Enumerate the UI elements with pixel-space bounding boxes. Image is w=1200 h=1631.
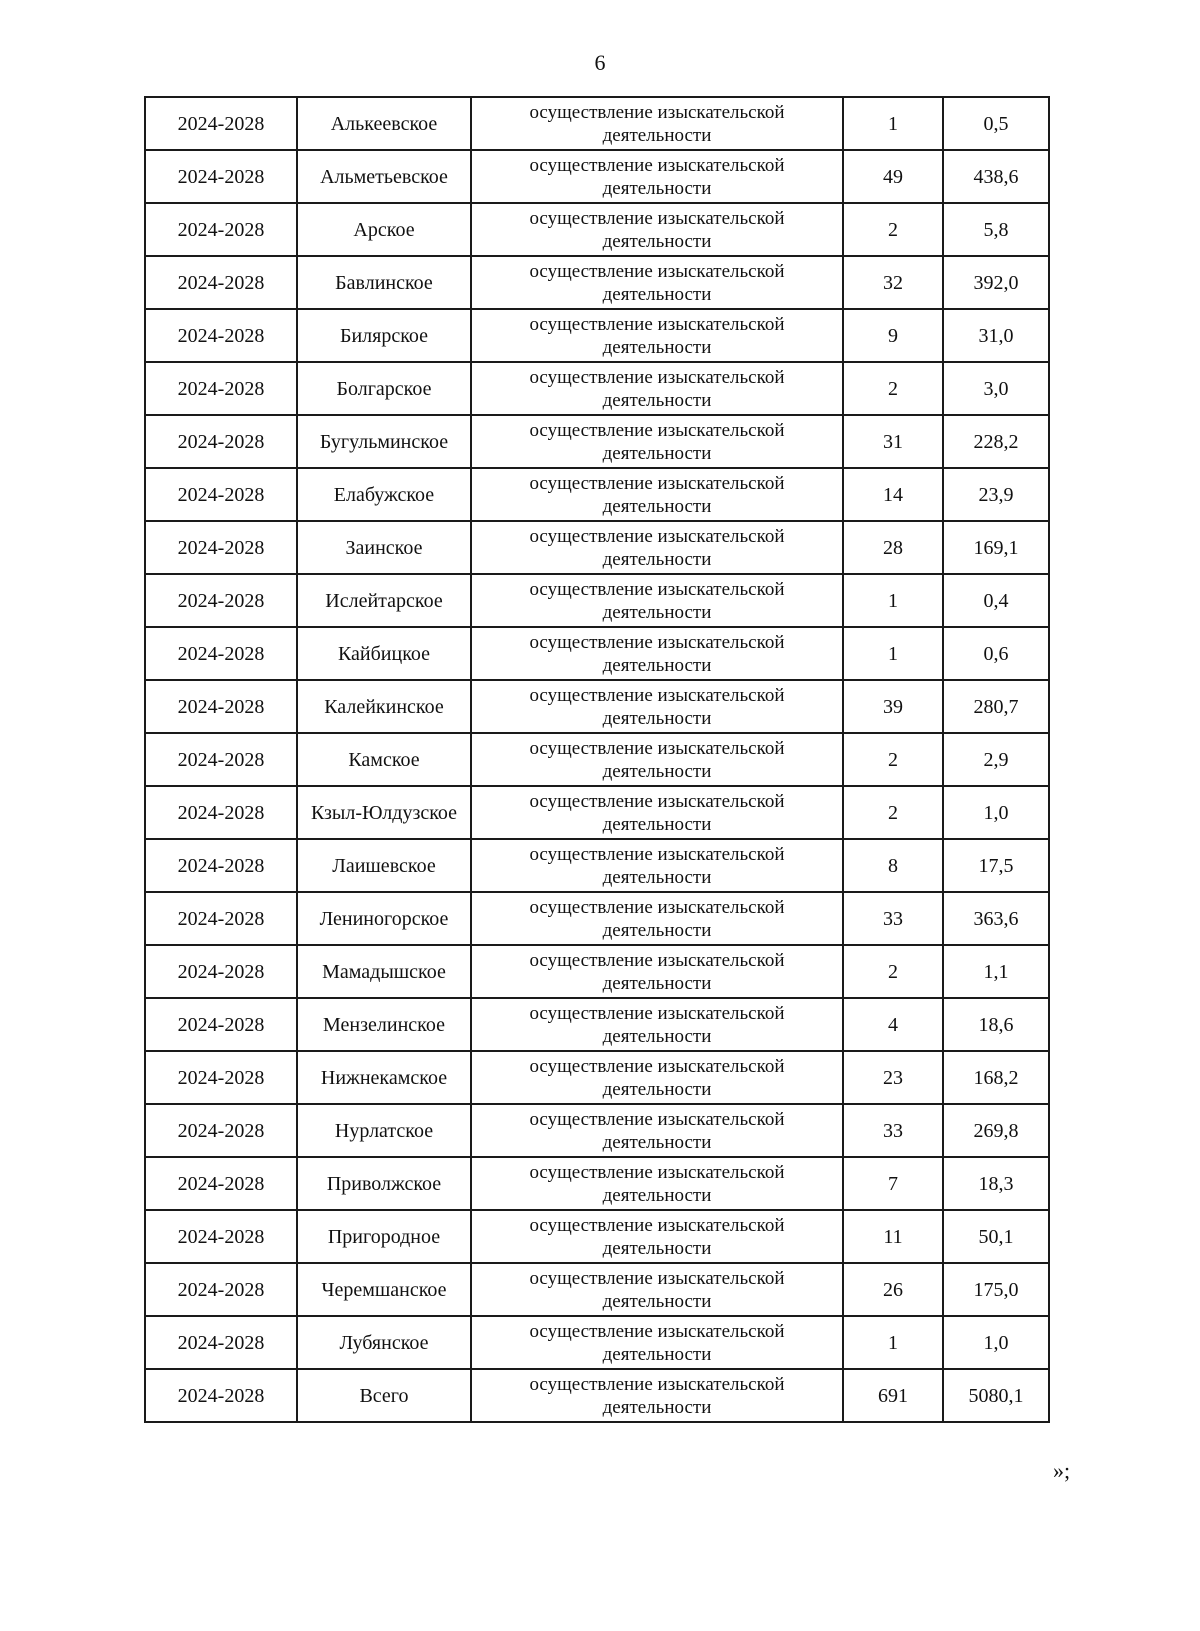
value-cell: 168,2 [943,1051,1049,1104]
table-row [145,1157,1049,1210]
period-cell: 2024-2028 [145,1157,297,1210]
table-row [145,574,1049,627]
name-cell: Елабужское [297,468,471,521]
activity-cell: осуществление изыскательской деятельности [471,892,843,945]
count-cell: 1 [843,627,943,680]
period-cell: 2024-2028 [145,468,297,521]
period-cell: 2024-2028 [145,786,297,839]
count-cell: 2 [843,786,943,839]
name-cell: Алькеевское [297,97,471,150]
value-cell: 175,0 [943,1263,1049,1316]
name-cell: Бугульминское [297,415,471,468]
value-cell: 2,9 [943,733,1049,786]
period-cell: 2024-2028 [145,362,297,415]
value-cell: 438,6 [943,150,1049,203]
table-row [145,892,1049,945]
count-cell: 33 [843,892,943,945]
count-cell: 4 [843,998,943,1051]
table-row [145,521,1049,574]
value-cell: 0,4 [943,574,1049,627]
period-cell: 2024-2028 [145,998,297,1051]
count-cell: 1 [843,1316,943,1369]
count-cell: 1 [843,97,943,150]
table-row [145,786,1049,839]
value-cell: 363,6 [943,892,1049,945]
table-row [145,415,1049,468]
period-cell: 2024-2028 [145,1263,297,1316]
period-cell: 2024-2028 [145,256,297,309]
activity-cell: осуществление изыскательской деятельности [471,1051,843,1104]
period-cell: 2024-2028 [145,839,297,892]
activity-cell: осуществление изыскательской деятельности [471,256,843,309]
value-cell: 18,3 [943,1157,1049,1210]
count-cell: 2 [843,203,943,256]
period-cell: 2024-2028 [145,945,297,998]
value-cell: 23,9 [943,468,1049,521]
page-number: 6 [594,50,606,75]
table-row [145,1104,1049,1157]
count-cell: 49 [843,150,943,203]
table-row [145,1051,1049,1104]
activity-cell: осуществление изыскательской деятельности [471,1316,843,1369]
period-cell: 2024-2028 [145,892,297,945]
data-table [144,96,1050,1423]
value-cell: 1,0 [943,1316,1049,1369]
value-cell: 18,6 [943,998,1049,1051]
activity-cell: осуществление изыскательской деятельности [471,1210,843,1263]
table-row [145,150,1049,203]
period-cell: 2024-2028 [145,680,297,733]
table-row [145,468,1049,521]
count-cell: 8 [843,839,943,892]
name-cell: Всего [297,1369,471,1422]
table-row [145,998,1049,1051]
name-cell: Мамадышское [297,945,471,998]
value-cell: 0,6 [943,627,1049,680]
table-row [145,680,1049,733]
name-cell: Болгарское [297,362,471,415]
activity-cell: осуществление изыскательской деятельности [471,97,843,150]
period-cell: 2024-2028 [145,1210,297,1263]
table-row [145,1263,1049,1316]
count-cell: 14 [843,468,943,521]
period-cell: 2024-2028 [145,1369,297,1422]
name-cell: Приволжское [297,1157,471,1210]
activity-cell: осуществление изыскательской деятельности [471,1104,843,1157]
period-cell: 2024-2028 [145,415,297,468]
period-cell: 2024-2028 [145,309,297,362]
table-row [145,1316,1049,1369]
period-cell: 2024-2028 [145,1316,297,1369]
count-cell: 691 [843,1369,943,1422]
value-cell: 392,0 [943,256,1049,309]
activity-cell: осуществление изыскательской деятельности [471,1369,843,1422]
activity-cell: осуществление изыскательской деятельности [471,362,843,415]
name-cell: Лубянское [297,1316,471,1369]
value-cell: 228,2 [943,415,1049,468]
activity-cell: осуществление изыскательской деятельности [471,786,843,839]
count-cell: 2 [843,362,943,415]
activity-cell: осуществление изыскательской деятельности [471,998,843,1051]
table-row [145,309,1049,362]
table-row [145,839,1049,892]
name-cell: Нижнекамское [297,1051,471,1104]
activity-cell: осуществление изыскательской деятельности [471,150,843,203]
value-cell: 1,0 [943,786,1049,839]
closing-mark: »; [1053,1458,1071,1483]
count-cell: 32 [843,256,943,309]
name-cell: Черемшанское [297,1263,471,1316]
count-cell: 31 [843,415,943,468]
value-cell: 1,1 [943,945,1049,998]
value-cell: 169,1 [943,521,1049,574]
table-row [145,203,1049,256]
name-cell: Арское [297,203,471,256]
count-cell: 11 [843,1210,943,1263]
activity-cell: осуществление изыскательской деятельности [471,574,843,627]
name-cell: Кайбицкое [297,627,471,680]
period-cell: 2024-2028 [145,521,297,574]
count-cell: 2 [843,733,943,786]
period-cell: 2024-2028 [145,97,297,150]
value-cell: 17,5 [943,839,1049,892]
name-cell: Кзыл-Юлдузское [297,786,471,839]
period-cell: 2024-2028 [145,574,297,627]
name-cell: Альметьевское [297,150,471,203]
count-cell: 39 [843,680,943,733]
table-row [145,627,1049,680]
activity-cell: осуществление изыскательской деятельности [471,627,843,680]
activity-cell: осуществление изыскательской деятельности [471,309,843,362]
value-cell: 3,0 [943,362,1049,415]
name-cell: Мензелинское [297,998,471,1051]
table-body [145,97,1049,1422]
table-row [145,97,1049,150]
name-cell: Заинское [297,521,471,574]
value-cell: 0,5 [943,97,1049,150]
activity-cell: осуществление изыскательской деятельности [471,521,843,574]
count-cell: 28 [843,521,943,574]
activity-cell: осуществление изыскательской деятельности [471,415,843,468]
activity-cell: осуществление изыскательской деятельности [471,839,843,892]
table-row [145,1369,1049,1422]
value-cell: 5080,1 [943,1369,1049,1422]
value-cell: 50,1 [943,1210,1049,1263]
value-cell: 31,0 [943,309,1049,362]
count-cell: 23 [843,1051,943,1104]
name-cell: Лениногорское [297,892,471,945]
value-cell: 5,8 [943,203,1049,256]
count-cell: 1 [843,574,943,627]
count-cell: 33 [843,1104,943,1157]
period-cell: 2024-2028 [145,1104,297,1157]
count-cell: 2 [843,945,943,998]
period-cell: 2024-2028 [145,1051,297,1104]
name-cell: Калейкинское [297,680,471,733]
name-cell: Бавлинское [297,256,471,309]
name-cell: Пригородное [297,1210,471,1263]
table-row [145,1210,1049,1263]
activity-cell: осуществление изыскательской деятельности [471,945,843,998]
value-cell: 269,8 [943,1104,1049,1157]
count-cell: 9 [843,309,943,362]
table-row [145,362,1049,415]
period-cell: 2024-2028 [145,203,297,256]
name-cell: Камское [297,733,471,786]
value-cell: 280,7 [943,680,1049,733]
period-cell: 2024-2028 [145,627,297,680]
table-row [145,256,1049,309]
activity-cell: осуществление изыскательской деятельности [471,203,843,256]
name-cell: Билярское [297,309,471,362]
period-cell: 2024-2028 [145,150,297,203]
name-cell: Нурлатское [297,1104,471,1157]
activity-cell: осуществление изыскательской деятельности [471,468,843,521]
activity-cell: осуществление изыскательской деятельности [471,1263,843,1316]
activity-cell: осуществление изыскательской деятельности [471,680,843,733]
count-cell: 7 [843,1157,943,1210]
activity-cell: осуществление изыскательской деятельности [471,1157,843,1210]
table-row [145,945,1049,998]
table-row [145,733,1049,786]
name-cell: Ислейтарское [297,574,471,627]
count-cell: 26 [843,1263,943,1316]
activity-cell: осуществление изыскательской деятельности [471,733,843,786]
period-cell: 2024-2028 [145,733,297,786]
name-cell: Лаишевское [297,839,471,892]
